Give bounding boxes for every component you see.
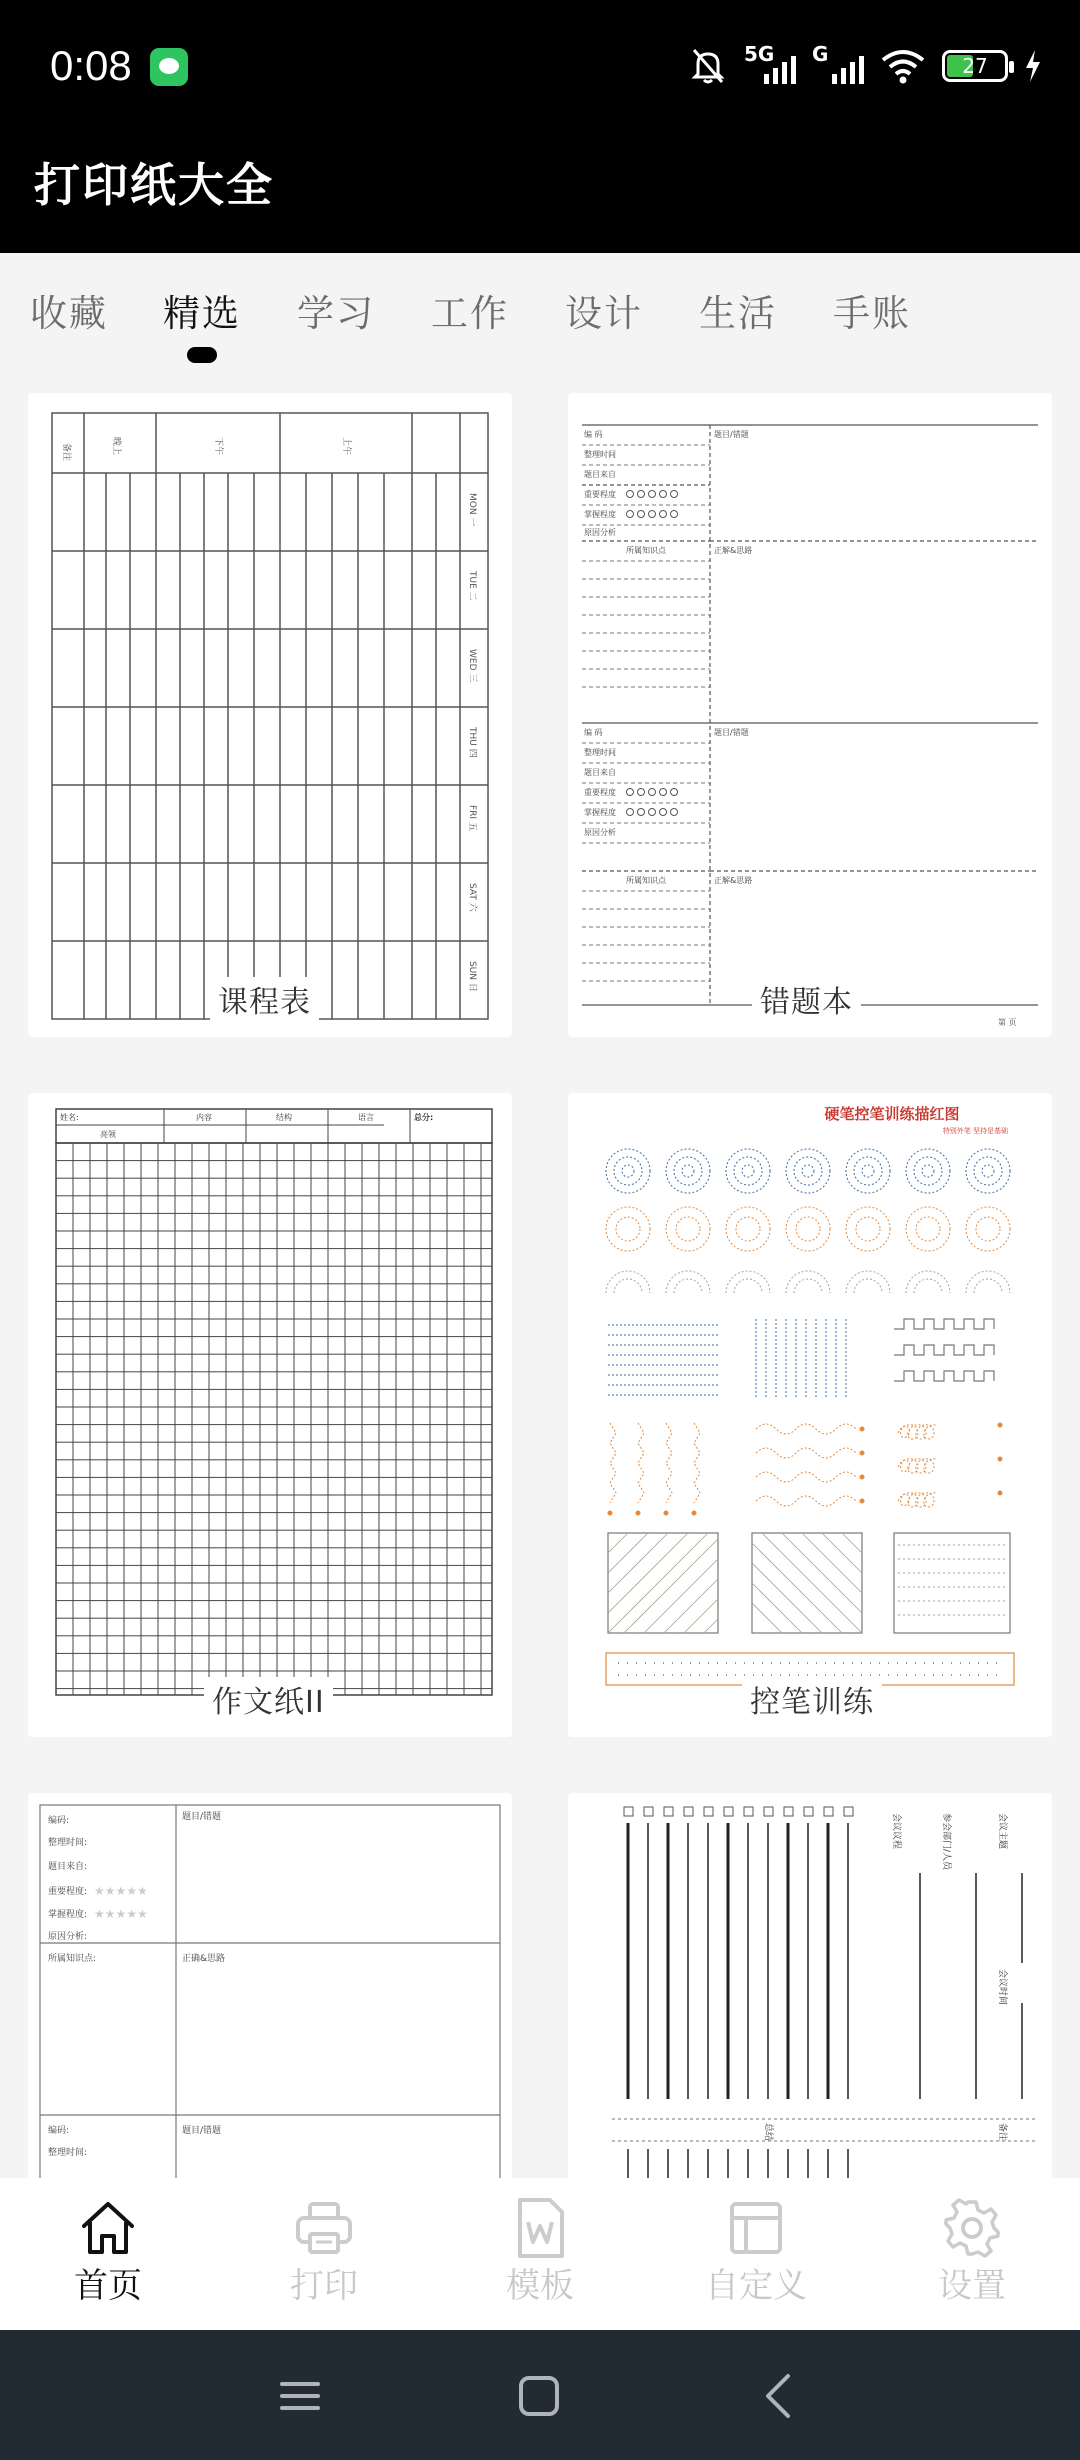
- schedule-day-label: FRI 五: [467, 805, 477, 831]
- svg-text:★★★★★: ★★★★★: [94, 1907, 148, 1921]
- tab-featured[interactable]: 精选: [163, 292, 241, 335]
- meeting-column-label: 参会部门/人员: [941, 1813, 951, 1871]
- question-header: 题目/错题: [714, 430, 749, 439]
- nav-label: 打印: [290, 2266, 358, 2306]
- home-icon: [76, 2196, 140, 2260]
- template-card-schedule[interactable]: [28, 393, 512, 1037]
- back-icon[interactable]: [758, 2372, 802, 2420]
- field-label: 整理时间:: [48, 2148, 88, 2158]
- status-bar: [0, 0, 1080, 135]
- template-card-mistake-book[interactable]: [568, 393, 1052, 1037]
- app-title: 打印纸大全: [34, 158, 274, 212]
- template-card-mistake-book-2[interactable]: [28, 1793, 512, 2178]
- status-time: 0:08: [50, 42, 132, 89]
- active-tab-indicator: [187, 347, 217, 363]
- answer-header: 正解&思路: [714, 546, 753, 555]
- schedule-day-label: SAT 六: [467, 883, 477, 912]
- template-card-pen-control[interactable]: [568, 1093, 1052, 1737]
- field-label: 题目来自: [584, 470, 616, 479]
- nav-label: 模板: [506, 2266, 574, 2306]
- battery-level: 27: [962, 54, 988, 78]
- field-label: 编 码: [584, 430, 603, 439]
- essay-header-cell: 语言: [358, 1113, 374, 1122]
- nav-home[interactable]: [28, 2196, 188, 2307]
- system-nav-bar: [0, 2330, 1080, 2460]
- worksheet-subtitle: 特别外笔 坚持是基础: [942, 1127, 1008, 1135]
- field-label: 编码:: [48, 2126, 70, 2136]
- meeting-column-label: 会议议程: [891, 1813, 901, 1850]
- field-label: 编 码: [584, 728, 603, 737]
- schedule-period-label: 晚上: [111, 437, 121, 456]
- template-grid: [0, 363, 1080, 2178]
- mute-bell-icon: [688, 46, 728, 86]
- schedule-day-label: THU 四: [467, 727, 477, 758]
- word-doc-icon: [508, 2196, 572, 2260]
- essay-header-cell: 总分:: [414, 1113, 434, 1122]
- field-label: 编码:: [48, 1816, 70, 1826]
- meeting-column-label: 会议主题: [997, 1813, 1007, 1850]
- tab-work[interactable]: 工作: [431, 292, 509, 335]
- svg-text:★★★★★: ★★★★★: [94, 1884, 148, 1898]
- nav-settings[interactable]: [892, 2196, 1052, 2307]
- card-title: 错题本: [752, 977, 861, 1021]
- nav-label: 设置: [938, 2266, 1006, 2306]
- question-header: 题目/错题: [182, 2126, 222, 2136]
- knowledge-header: 所属知识点: [626, 876, 666, 885]
- schedule-period-label: 备注: [61, 443, 71, 462]
- card-title: 课程表: [210, 977, 319, 1021]
- nav-label: 自定义: [705, 2266, 807, 2306]
- chat-notification-icon: [150, 48, 188, 86]
- nav-label: 首页: [74, 2266, 142, 2306]
- knowledge-header: 所属知识点: [626, 546, 666, 555]
- menu-icon[interactable]: [278, 2374, 322, 2418]
- template-card-essay-paper[interactable]: [28, 1093, 512, 1737]
- category-tabs: [0, 253, 1080, 363]
- worksheet-title: 硬笔控笔训练描红图: [824, 1105, 960, 1123]
- nav-templates[interactable]: [460, 2196, 620, 2307]
- network-type-2: G: [812, 42, 829, 66]
- field-label: 重要程度:: [48, 1887, 88, 1897]
- wifi-icon: [880, 48, 926, 84]
- field-label: 掌握程度: [584, 510, 616, 519]
- schedule-day-label: SUN 日: [467, 961, 477, 992]
- field-label: 掌握程度: [584, 808, 616, 817]
- printer-icon: [292, 2196, 356, 2260]
- tab-life[interactable]: 生活: [699, 292, 777, 335]
- network-type-1: 5G: [744, 42, 775, 66]
- page-number-label: 第 页: [998, 1018, 1017, 1027]
- essay-sub-label: 亮领: [100, 1130, 116, 1139]
- schedule-day-label: MON 一: [467, 493, 477, 527]
- signal-5g-icon: [744, 42, 796, 86]
- question-header: 题目/错题: [182, 1812, 222, 1822]
- tab-favorites[interactable]: 收藏: [30, 292, 108, 335]
- schedule-day-label: WED 三: [467, 649, 477, 683]
- field-label: 重要程度: [584, 788, 616, 797]
- answer-header: 正解&思路: [714, 876, 753, 885]
- question-header: 题目/错题: [714, 728, 749, 737]
- essay-header-cell: 结构: [276, 1113, 292, 1122]
- app-bar: [0, 135, 1080, 253]
- meeting-column-label: 总结: [763, 2123, 773, 2142]
- charging-icon: [1024, 50, 1042, 82]
- field-label: 原因分析:: [48, 1932, 88, 1942]
- field-label: 掌握程度:: [48, 1910, 88, 1920]
- essay-header-cell: 内容: [196, 1113, 212, 1122]
- field-label: 原因分析: [584, 828, 616, 837]
- nav-custom[interactable]: [676, 2196, 836, 2307]
- answer-header: 正确&思路: [182, 1954, 226, 1964]
- signal-g-icon: [812, 42, 864, 86]
- essay-paper-preview: [28, 1093, 512, 1737]
- bottom-nav: [0, 2178, 1080, 2330]
- meeting-notes-preview: [568, 1793, 1052, 2178]
- tab-design[interactable]: 设计: [565, 292, 643, 335]
- mistake-book-2-preview: [28, 1793, 512, 2178]
- schedule-day-label: TUE 二: [467, 571, 477, 601]
- schedule-period-label: 下午: [213, 437, 223, 456]
- meeting-column-label: 备注: [997, 2123, 1007, 2142]
- status-icons: [688, 42, 1042, 90]
- knowledge-header: 所属知识点:: [48, 1954, 97, 1964]
- pen-control-preview: [568, 1093, 1052, 1737]
- card-title: 作文纸II: [204, 1677, 333, 1721]
- field-label: 整理时间:: [48, 1838, 88, 1848]
- essay-header-cell: 姓名:: [60, 1113, 79, 1122]
- field-label: 整理时间: [584, 450, 616, 459]
- gear-icon: [940, 2196, 1004, 2260]
- mistake-book-preview: [568, 393, 1052, 1037]
- field-label: 重要程度: [584, 490, 616, 499]
- home-square-icon[interactable]: [517, 2374, 561, 2418]
- battery-icon: [942, 50, 1008, 82]
- nav-print[interactable]: [244, 2196, 404, 2307]
- meeting-column-label: 会议时间: [997, 1969, 1007, 2006]
- field-label: 题目来自:: [48, 1862, 88, 1872]
- tab-journal[interactable]: 手账: [833, 292, 911, 335]
- tab-study[interactable]: 学习: [297, 292, 375, 335]
- field-label: 原因分析: [584, 528, 616, 537]
- field-label: 整理时间: [584, 748, 616, 757]
- card-title: 控笔训练: [742, 1677, 882, 1721]
- template-card-meeting-notes[interactable]: [568, 1793, 1052, 2178]
- schedule-preview: [28, 393, 512, 1037]
- layout-icon: [724, 2196, 788, 2260]
- field-label: 题目来自: [584, 768, 616, 777]
- schedule-period-label: 上午: [341, 437, 351, 456]
